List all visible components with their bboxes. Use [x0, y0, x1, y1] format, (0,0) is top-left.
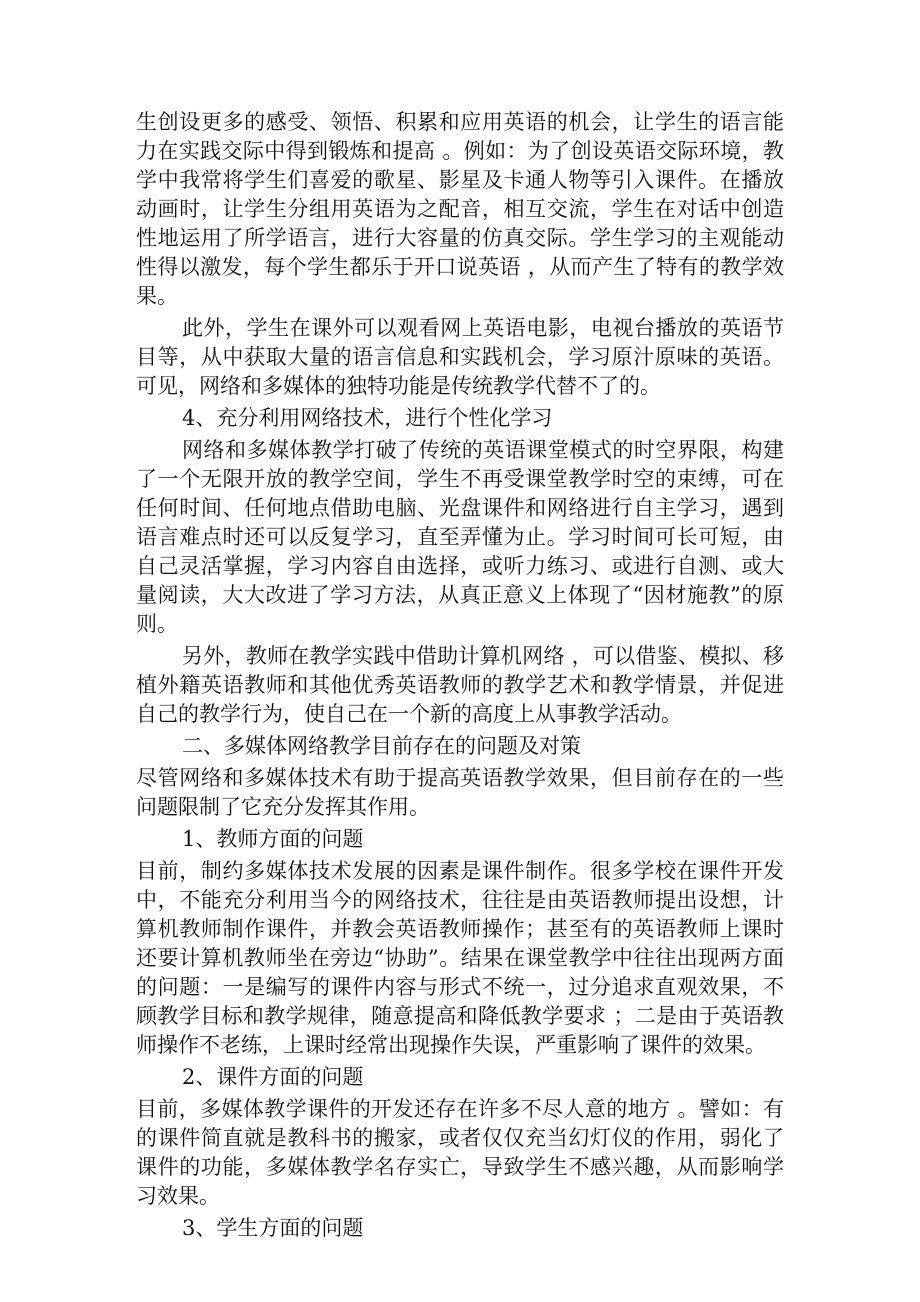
- document-body: [136, 108, 784, 1246]
- paragraph-7: 目前，多媒体教学课件的开发还存在许多不尽人意的地方 。譬如：有的课件简直就是教科书的搬家，或者仅仅充当幻灯仪的作用，弱化了课件的功能，多媒体教学名存实亡，导致学生不感兴趣，从而影响学习效果。: [136, 1097, 784, 1208]
- subsection-heading-courseware: 2、课件方面的问题: [182, 1065, 364, 1089]
- paragraph-6: 目前，制约多媒体技术发展的因素是课件制作。很多学校在课件开发中，不能充分利用当今的网络技术，往往是由英语教师提出设想，计算机教师制作课件，并教会英语教师操作；甚至有的英语教师上课时还要计算机教师坐在旁边“协助”。结果在课堂教学中往往出现两方面的问题：一是编写的课件内容与形式不统一，过分追求直观效果，不顾教学目标和教学规律，随意提高和降低教学要求 ；二是由于英语教师操作不老练，上课时经常出现操作失误，严重影响了课件的效果。: [136, 859, 784, 1057]
- paragraph-5: 尽管网络和多媒体技术有助于提高英语教学效果，但目前存在的一些问题限制了它充分发挥其作用。: [136, 766, 784, 819]
- subsection-heading-teacher: 1、教师方面的问题: [182, 827, 364, 851]
- paragraph-4: 另外，教师在教学实践中借助计算机网络 ，可以借鉴、模拟、移植外籍英语教师和其他优秀英语教师的教学艺术和教学情景，并促进自己的教学行为，使自己在一个新的高度上从事教学活动。: [136, 644, 784, 726]
- section-heading-4: 4、充分利用网络技术，进行个性化学习: [182, 406, 553, 430]
- paragraph-3: 网络和多媒体教学打破了传统的英语课堂模式的时空界限，构建了一个无限开放的教学空间，学生不再受课堂教学时空的束缚，可在任何时间、任何地点借助电脑、光盘课件和网络进行自主学习，遇到语言难点时还可以反复学习，直至弄懂为止。学习时间可长可短，由自己灵活掌握，学习内容自由选择，或听力练习、或进行自测、或大量阅读，大大改进了学习方法，从真正意义上体现了“因材施教”的原则。: [136, 438, 784, 636]
- paragraph-2: 此外，学生在课外可以观看网上英语电影，电视台播放的英语节目等，从中获取大量的语言信息和实践机会，学习原汁原味的英语。可见，网络和多媒体的独特功能是传统教学代替不了的。: [136, 316, 784, 398]
- subsection-heading-student: 3、学生方面的问题: [182, 1216, 364, 1240]
- section-heading-two: 二、多媒体网络教学目前存在的问题及对策: [182, 734, 581, 758]
- paragraph-1: 生创设更多的感受、领悟、积累和应用英语的机会，让学生的语言能力在实践交际中得到锻炼和提高 。例如：为了创设英语交际环境，教学中我常将学生们喜爱的歌星、影星及卡通人物等引入课件。在播放动画时，让学生分组用英语为之配音，相互交流，学生在对话中创造性地运用了所学语言，进行大容量的仿真交际。学生学习的主观能动性得以激发，每个学生都乐于开口说英语 ，从而产生了特有的教学效果。: [136, 110, 784, 308]
